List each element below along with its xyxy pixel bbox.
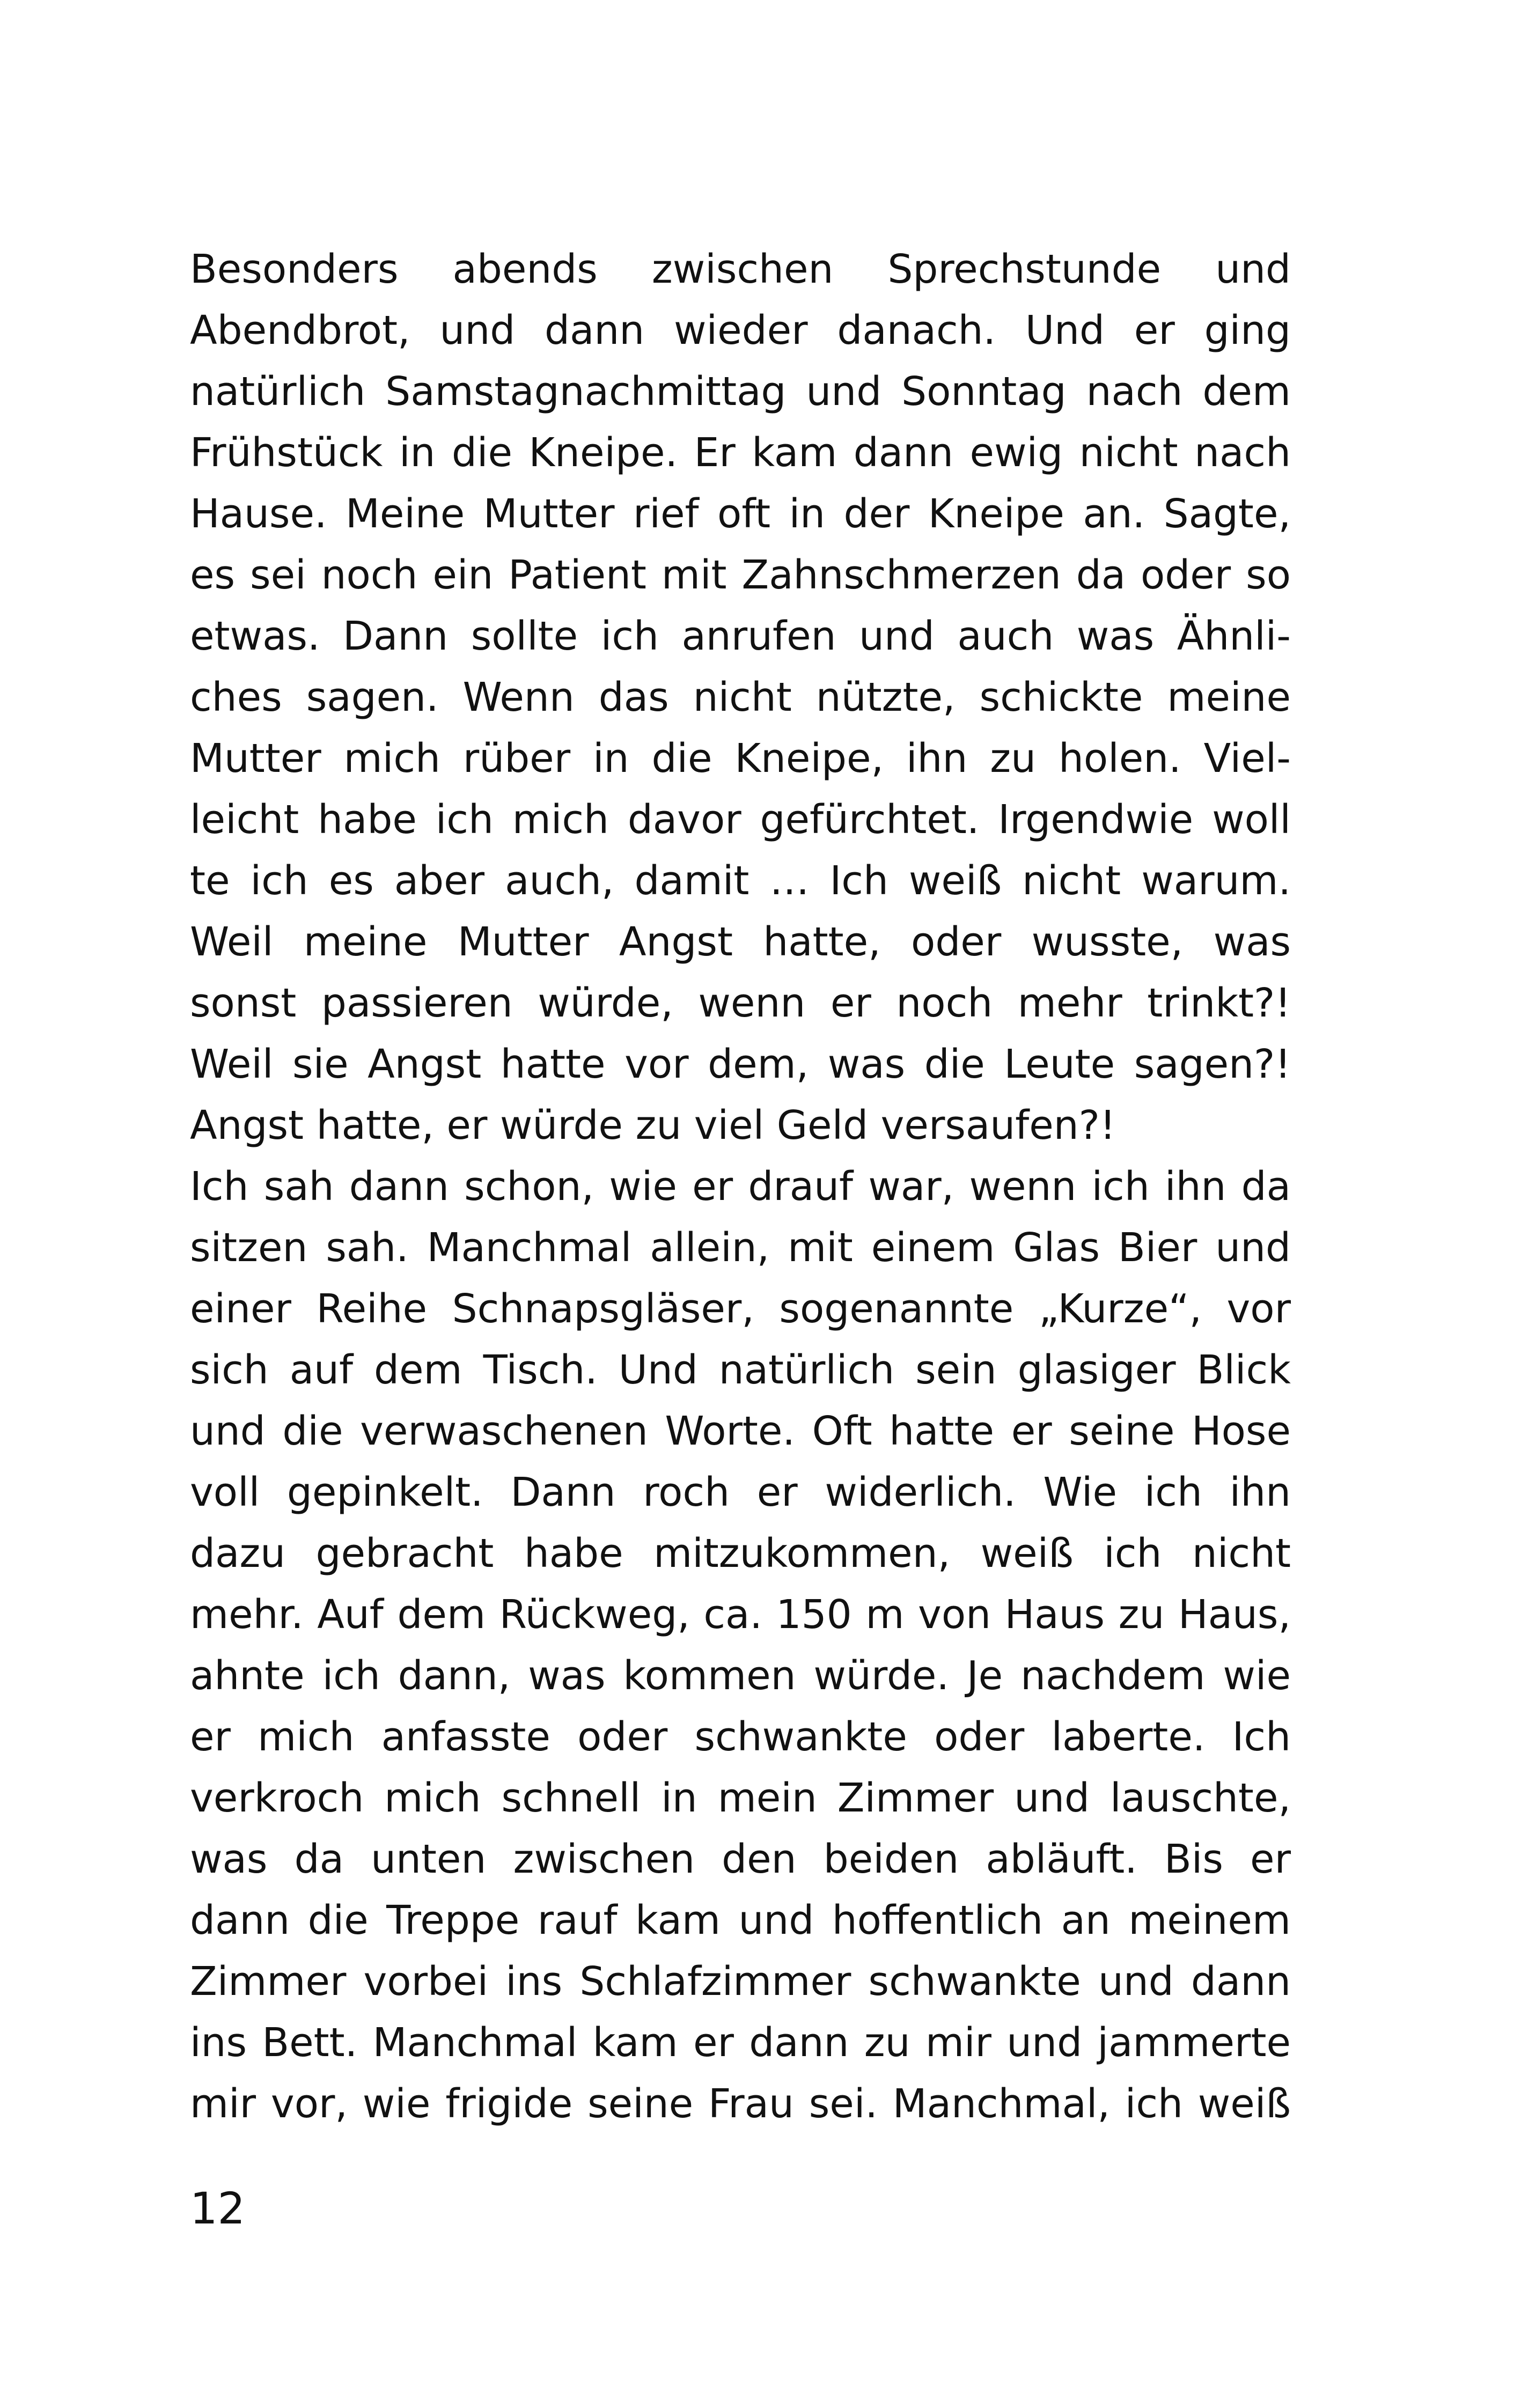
text-line: dazu gebracht habe mitzukommen, weiß ich nicht (190, 1530, 1291, 1577)
body-text (190, 239, 1291, 2134)
text-line: Frühstück in die Kneipe. Er kam dann ewig nicht nach (190, 430, 1291, 476)
text-line: Weil meine Mutter Angst hatte, oder wusste, was (190, 919, 1291, 965)
text-line: Besonders abends zwischen Sprechstunde und (190, 246, 1291, 292)
text-line: und die verwaschenen Worte. Oft hatte er seine Hose (190, 1408, 1291, 1454)
text-line: Hause. Meine Mutter rief oft in der Kneipe an. Sagte, (190, 491, 1291, 537)
text-line: sich auf dem Tisch. Und natürlich sein glasiger Blick (190, 1347, 1291, 1393)
text-line: er mich anfasste oder schwankte oder laberte. Ich (190, 1714, 1291, 1760)
page-number: 12 (190, 2184, 246, 2234)
text-line: ches sagen. Wenn das nicht nützte, schickte meine (190, 674, 1291, 720)
text-line: dann die Treppe rauf kam und hoffentlich an meinem (190, 1897, 1291, 1943)
text-line: Angst hatte, er würde zu viel Geld versaufen?! (190, 1102, 1116, 1148)
text-line: es sei noch ein Patient mit Zahnschmerzen da oder so (190, 552, 1291, 598)
text-line: ahnte ich dann, was kommen würde. Je nachdem wie (190, 1653, 1291, 1699)
text-line: mehr. Auf dem Rückweg, ca. 150 m von Haus zu Haus, (190, 1592, 1291, 1638)
text-line: Mutter mich rüber in die Kneipe, ihn zu holen. Viel- (190, 735, 1291, 782)
text-line: verkroch mich schnell in mein Zimmer und lauschte, (190, 1775, 1291, 1821)
text-line: leicht habe ich mich davor gefürchtet. Irgendwie woll (190, 797, 1291, 843)
text-line: ins Bett. Manchmal kam er dann zu mir und jammerte (190, 2020, 1291, 2066)
text-line: Abendbrot, und dann wieder danach. Und er ging (190, 307, 1291, 354)
text-line: natürlich Samstagnachmittag und Sonntag nach dem (190, 369, 1291, 415)
text-line: Ich sah dann schon, wie er drauf war, wenn ich ihn da (190, 1164, 1291, 1210)
text-line: sonst passieren würde, wenn er noch mehr trinkt?! (190, 980, 1291, 1026)
text-line: sitzen sah. Manchmal allein, mit einem Glas Bier und (190, 1225, 1291, 1271)
text-line: mir vor, wie frigide seine Frau sei. Manchmal, ich weiß (190, 2081, 1291, 2127)
text-line: einer Reihe Schnapsgläser, sogenannte „Kurze“, vor (190, 1286, 1291, 1332)
text-line: was da unten zwischen den beiden abläuft. Bis er (190, 1836, 1291, 1882)
text-line: voll gepinkelt. Dann roch er widerlich. Wie ich ihn (190, 1469, 1291, 1515)
text-line: Weil sie Angst hatte vor dem, was die Leute sagen?! (190, 1041, 1291, 1087)
text-line: etwas. Dann sollte ich anrufen und auch was Ähnli- (190, 613, 1291, 659)
text-line: Zimmer vorbei ins Schlafzimmer schwankte und dann (190, 1958, 1291, 2005)
text-line: te ich es aber auch, damit … Ich weiß nicht warum. (190, 858, 1291, 904)
